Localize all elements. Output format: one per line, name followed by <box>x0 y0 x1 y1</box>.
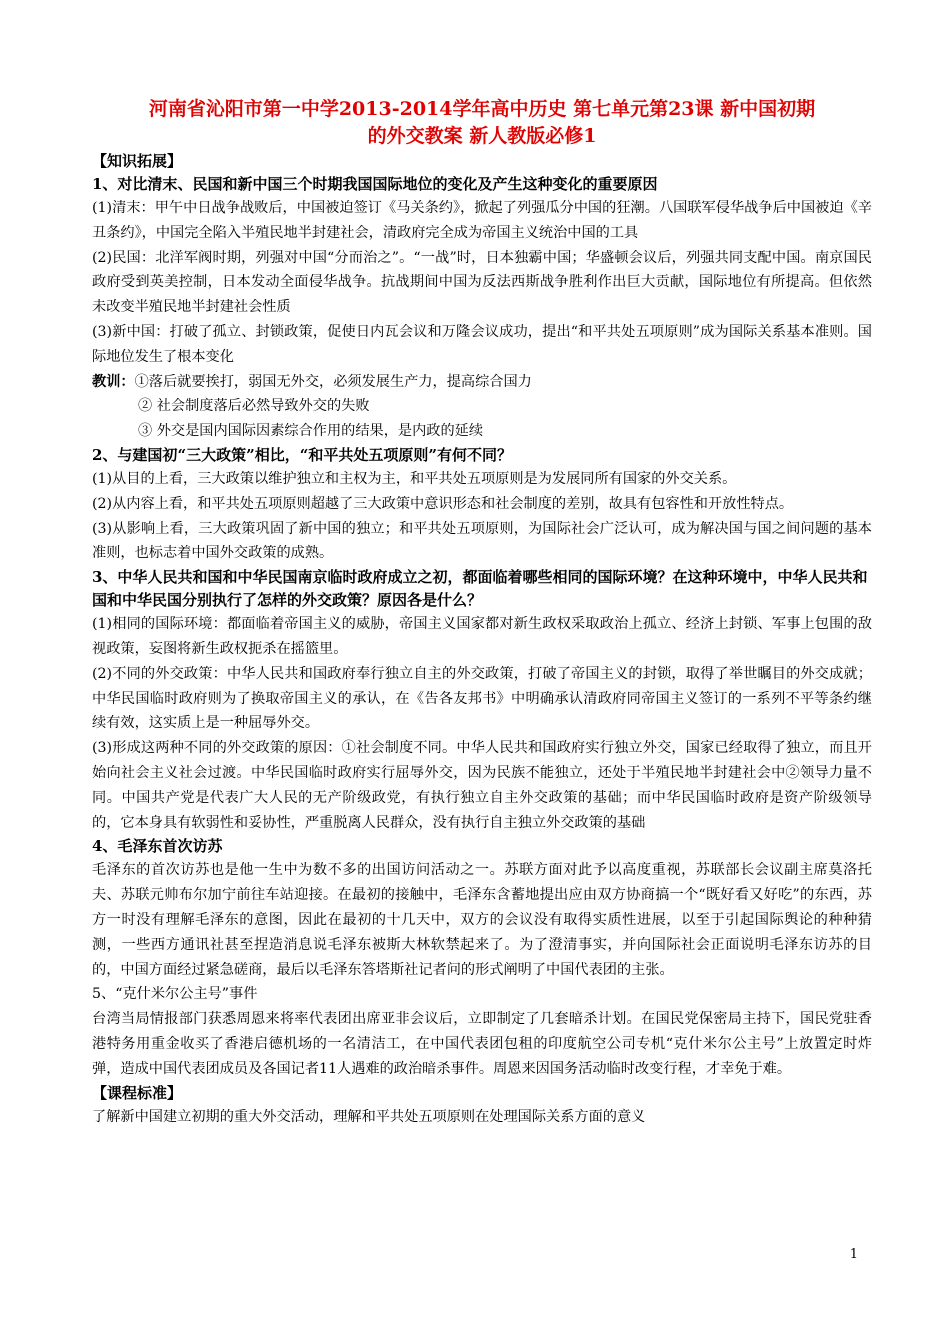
q2-paragraph-2: (2)从内容上看，和平共处五项原则超越了三大政策中意识形态和社会制度的差别，故具有包容性和开放性特点。 <box>92 495 794 512</box>
q1-paragraph-1: (1)清末：甲午中日战争战败后，中国被迫签订《马关条约》，掀起了列强瓜分中国的狂潮。八国联军侵华战争后中国被迫《辛丑条约》，中国完全陷入半殖民地半封建社会，清政府完全成为帝国主义统治中国的工具 <box>92 200 872 241</box>
q2-paragraph-1: (1)从目的上看，三大政策以维护独立和主权为主，和平共处五项原则是为发展同所有国家的外交关系。 <box>92 470 737 487</box>
q3-paragraph-1: (1)相同的国际环境：都面临着帝国主义的威胁，帝国主义国家都对新生政权采取政治上孤立、经济上封锁、军事上包围的敌视政策，妄图将新生政权扼杀在摇篮里。 <box>92 616 872 657</box>
q1-heading: 1、对比清末、民国和新中国三个时期我国国际地位的变化及产生这种变化的重要原因 <box>92 175 658 193</box>
lesson-label: 教训： <box>92 373 135 390</box>
q1-lesson-1 <box>92 370 872 395</box>
q4-paragraph-1: 毛泽东的首次访苏也是他一生中为数不多的出国访问活动之一。苏联方面对此予以高度重视，苏联部长会议副主席莫洛托夫、苏联元帅布尔加宁前往车站迎接。在最初的接触中，毛泽东含蓄地提出应由双方协商搞一个“既好看又好吃”的东西，苏方一时没有理解毛泽东的意图，因此在最初的十几天中，双方的会议没有取得实质性进展，以至于引起国际舆论的种种猜测，一些西方通讯社甚至捏造消息说毛泽东被斯大林软禁起来了。为了澄清事实，并向国际社会正面说明毛泽东访苏的目的，中国方面经过紧急磋商，最后以毛泽东答塔斯社记者问的形式阐明了中国代表团的主张。 <box>92 862 872 978</box>
q1-paragraph-2: (2)民国：北洋军阀时期，列强对中国“分而治之”。“一战”时，日本独霸中国；华盛顿会议后，列强共同支配中国。南京国民政府受到英美控制，日本发动全面侵华战争。抗战期间中国为反法西斯战争胜利作出巨大贡献，国际地位有所提高。但依然未改变半殖民地半封建社会性质 <box>92 249 872 316</box>
q2-paragraph-3: (3)从影响上看，三大政策巩固了新中国的独立；和平共处五项原则，为国际社会广泛认可，成为解决国与国之间问题的基本准则，也标志着中国外交政策的成熟。 <box>92 520 872 562</box>
q3-paragraph-3: (3)形成这两种不同的外交政策的原因：①社会制度不同。中华人民共和国政府实行独立外交，国家已经取得了独立，而且开始向社会主义社会过渡。中华民国临时政府实行屈辱外交，因为民族不能独立，还处于半殖民地半封建社会中②领导力量不同。中国共产党是代表广大人民的无产阶级政党，有执行独立自主外交政策的基础；而中华民国临时政府是资产阶级领导的，它本身具有软弱性和妥协性，严重脱离人民群众，没有执行自主独立外交政策的基础 <box>92 740 872 831</box>
standard-text: 了解新中国建立初期的重大外交活动，理解和平共处五项原则在处理国际关系方面的意义 <box>92 1108 646 1125</box>
knowledge-header: 【知识拓展】 <box>92 152 183 170</box>
lesson-1-text: ①落后就要挨打，弱国无外交，必须发展生产力，提高综合国力 <box>134 373 532 390</box>
q3-paragraph-2: (2)不同的外交政策：中华人民共和国政府奉行独立自主的外交政策，打破了帝国主义的封锁，取得了举世瞩目的外交成就；中华民国临时政府则为了换取帝国主义的承认，在《告各友邦书》中明确承认清政府同帝国主义签订的一系列不平等条约继续有效，这实质上是一种屈辱外交。 <box>92 665 872 732</box>
q5-paragraph-1: 台湾当局情报部门获悉周恩来将率代表团出席亚非会议后，立即制定了几套暗杀计划。在国民党保密局主持下，国民党驻香港特务用重金收买了香港启德机场的一名清洁工，在中国代表团包租的印度航空公司专机“克什米尔公主号”上放置定时炸弹，造成中国代表团成员及各国记者11人遇难的政治暗杀事件。周恩来因国务活动临时改变行程，才幸免于难。 <box>92 1011 872 1077</box>
page-number: 1 <box>849 1247 858 1262</box>
document-body <box>92 96 872 1129</box>
document-title-line2: 的外交教案 新人教版必修1 <box>367 125 597 147</box>
q5-heading: 5、“克什米尔公主号”事件 <box>92 986 258 1003</box>
q1-paragraph-3: (3)新中国：打破了孤立、封锁政策，促使日内瓦会议和万隆会议成功，提出“和平共处五项原则”成为国际关系基本准则。国际地位发生了根本变化 <box>92 323 872 365</box>
q2-heading: 2、与建国初“三大政策”相比，“和平共处五项原则”有何不同？ <box>92 445 512 464</box>
q1-lesson-3: ③ 外交是国内国际因素综合作用的结果，是内政的延续 <box>138 423 484 440</box>
q3-heading: 3、中华人民共和国和中华民国南京临时政府成立之初，都面临着哪些相同的国际环境？在这种环境中，中华人民共和国和中华民国分别执行了怎样的外交政策？原因各是什么？ <box>92 568 868 610</box>
q1-lesson-2: ② 社会制度落后必然导致外交的失败 <box>138 398 370 415</box>
document-title-line1: 河南省沁阳市第一中学2013-2014学年高中历史 第七单元第23课 新中国初期 <box>148 98 816 120</box>
q4-heading: 4、毛泽东首次访苏 <box>92 837 223 856</box>
standard-header: 【课程标准】 <box>92 1083 183 1102</box>
